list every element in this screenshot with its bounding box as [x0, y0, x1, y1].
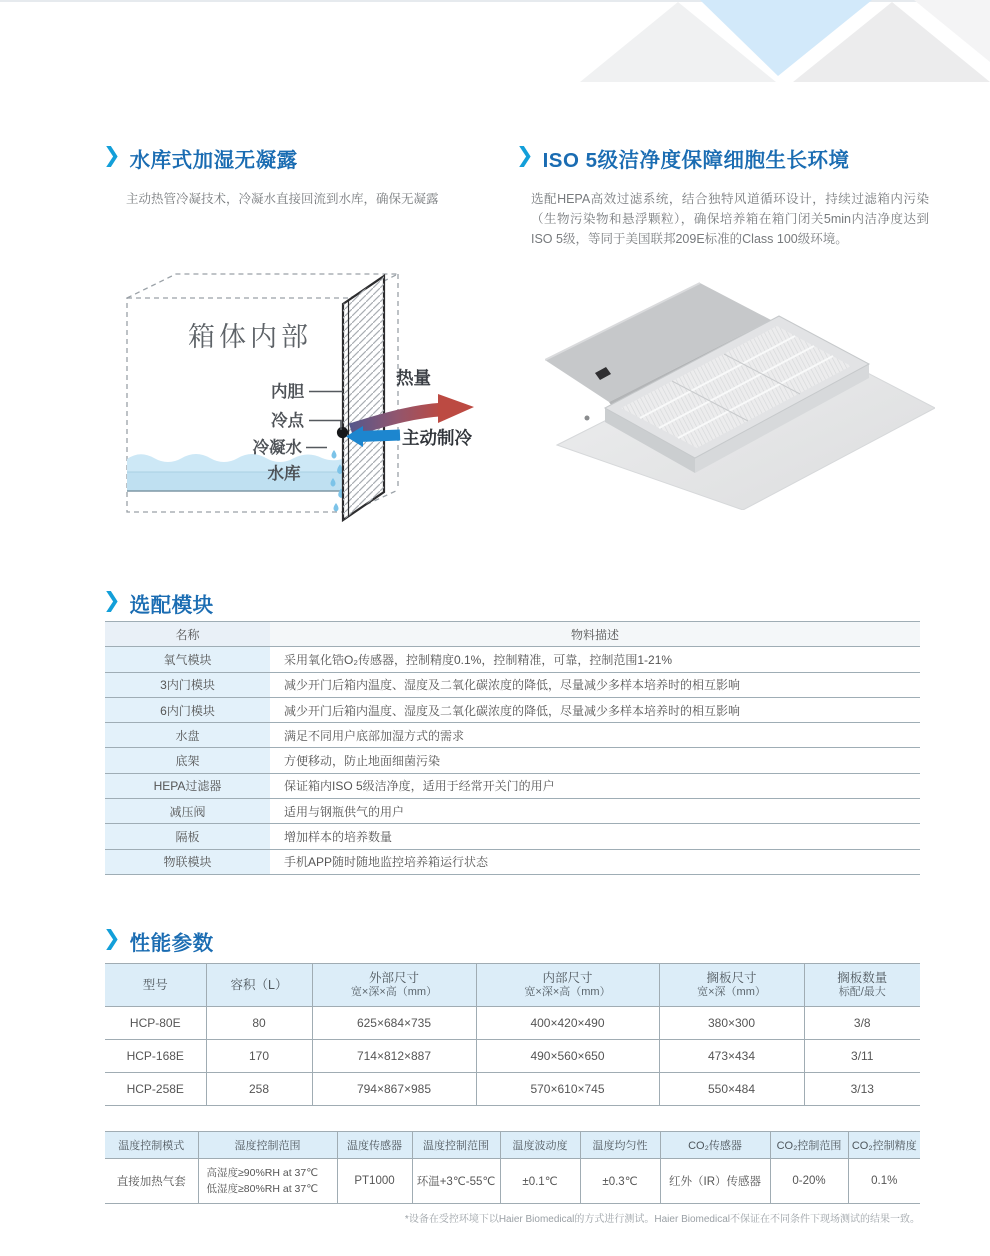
diagram-cooling-label: 主动制冷: [402, 428, 472, 448]
module-desc-cell: 保证箱内ISO 5级洁净度，适用于经常开关门的用户: [270, 773, 920, 798]
column-header-co2-sensor: CO₂传感器: [660, 1132, 770, 1159]
module-desc-cell: 满足不同用户底部加湿方式的需求: [270, 723, 920, 748]
section-title: 水库式加湿无凝露: [129, 149, 298, 172]
humidity-high-value: 高湿度≥90%RH at 37℃: [206, 1167, 319, 1179]
section-title: ISO 5级洁净度保障细胞生长环境: [542, 149, 850, 172]
internal-size-cell: 490×560×650: [476, 1040, 659, 1073]
section-header-modules: [103, 588, 214, 618]
module-name-cell: 6内门模块: [105, 697, 270, 722]
column-header-volume: 容积（L）: [206, 964, 312, 1007]
column-header-humidity-range: 湿度控制范围: [198, 1132, 337, 1159]
co2-accuracy-cell: 0.1%: [848, 1159, 920, 1204]
hepa-filter-image: [545, 270, 935, 510]
module-name-cell: 减压阀: [105, 799, 270, 824]
column-header-desc: 物料描述: [270, 622, 920, 647]
column-header-shelf-count: 搁板数量 标配/最大: [804, 964, 920, 1007]
footnote-text: *设备在受控环境下以Haier Biomedical的方式进行测试。Haier Biomedical不保证在不同条件下现场测试的结果一致。: [404, 1214, 920, 1225]
section-header-iso: [516, 143, 850, 173]
module-desc-cell: 方便移动，防止地面细菌污染: [270, 748, 920, 773]
iso-body-text: 选配HEPA高效过滤系统，结合独特风道循环设计，持续过滤箱内污染（生物污染物和悬浮颗粒），确保培养箱在箱门闭关5min内洁净度达到 ISO 5级，等同于美国联邦209E标准的Class 100级环境。: [531, 192, 929, 246]
module-row: [105, 647, 920, 672]
module-row: [105, 799, 920, 824]
model-cell: HCP-80E: [105, 1007, 206, 1040]
module-row: [105, 773, 920, 798]
shelf-count-cell: 3/13: [804, 1073, 920, 1106]
section-chevron-icon: ❯: [103, 927, 121, 950]
module-desc-cell: 手机APP随时随地监控培养箱运行状态: [270, 849, 920, 874]
column-header-model: 型号: [105, 964, 206, 1007]
performance-row: [105, 1040, 920, 1073]
section-header-performance: [103, 926, 214, 956]
column-header-temp-range: 温度控制范围: [412, 1132, 500, 1159]
performance-row: [105, 1007, 920, 1040]
control-spec-table: [105, 1131, 920, 1204]
shelf-count-cell: 3/8: [804, 1007, 920, 1040]
module-row: [105, 723, 920, 748]
module-row: [105, 697, 920, 722]
internal-size-cell: 570×610×745: [476, 1073, 659, 1106]
module-desc-cell: 减少开门后箱内温度、湿度及二氧化碳浓度的降低，尽量减少多样本培养时的相互影响: [270, 672, 920, 697]
external-size-cell: 794×867×985: [312, 1073, 476, 1106]
decor-triangles: [580, 0, 990, 85]
module-row: [105, 849, 920, 874]
module-name-cell: 3内门模块: [105, 672, 270, 697]
column-header-temp-uniformity: 温度均匀性: [580, 1132, 660, 1159]
diagram-reservoir-label: 水库: [267, 465, 301, 483]
column-header-temp-fluctuation: 温度波动度: [500, 1132, 580, 1159]
module-row: [105, 672, 920, 697]
section-chevron-icon: ❯: [516, 144, 534, 167]
column-header-temp-mode: 温度控制模式: [105, 1132, 198, 1159]
column-header-co2-range: CO₂控制范围: [770, 1132, 848, 1159]
modules-table: [105, 621, 920, 875]
shelf-count-cell: 3/11: [804, 1040, 920, 1073]
temp-range-cell: 环温+3℃-55℃: [412, 1159, 500, 1204]
leader-lines: [306, 392, 343, 448]
module-row: [105, 748, 920, 773]
control-data-row: [105, 1159, 920, 1204]
control-header-row: [105, 1132, 920, 1159]
volume-cell: 170: [206, 1040, 312, 1073]
cold-spot-dot: [337, 427, 348, 438]
module-desc-cell: 减少开门后箱内温度、湿度及二氧化碳浓度的降低，尽量减少多样本培养时的相互影响: [270, 697, 920, 722]
external-size-cell: 625×684×735: [312, 1007, 476, 1040]
performance-row: [105, 1073, 920, 1106]
external-size-cell: 714×812×887: [312, 1040, 476, 1073]
module-desc-cell: 采用氧化锆O₂传感器，控制精度0.1%，控制精准，可靠，控制范围1-21%: [270, 647, 920, 672]
module-name-cell: 水盘: [105, 723, 270, 748]
diagram-heat-label: 热量: [396, 368, 431, 388]
section-title: 性能参数: [129, 932, 214, 955]
column-header-external: 外部尺寸 宽×深×高（mm）: [312, 964, 476, 1007]
performance-table: [105, 963, 920, 1106]
section-subtitle: 主动热管冷凝技术，冷凝水直接回流到水库，确保无凝露: [126, 192, 439, 206]
co2-sensor-cell: 红外（IR）传感器: [660, 1159, 770, 1204]
shelf-size-cell: 473×434: [659, 1040, 804, 1073]
module-name-cell: 隔板: [105, 824, 270, 849]
temp-mode-cell: 直接加热气套: [105, 1159, 198, 1204]
column-header-co2-accuracy: CO₂控制精度: [848, 1132, 920, 1159]
model-cell: HCP-168E: [105, 1040, 206, 1073]
internal-size-cell: 400×420×490: [476, 1007, 659, 1040]
module-name-cell: HEPA过滤器: [105, 773, 270, 798]
section-chevron-icon: ❯: [103, 589, 121, 612]
performance-header-row: [105, 964, 920, 1007]
co2-range-cell: 0-20%: [770, 1159, 848, 1204]
module-name-cell: 氧气模块: [105, 647, 270, 672]
temp-fluctuation-cell: ±0.1℃: [500, 1159, 580, 1204]
volume-cell: 258: [206, 1073, 312, 1106]
wall-panel: [343, 276, 384, 520]
diagram-interior-label: 箱体内部: [188, 322, 312, 352]
module-desc-cell: 增加样本的培养数量: [270, 824, 920, 849]
section-title: 选配模块: [129, 594, 214, 617]
volume-cell: 80: [206, 1007, 312, 1040]
column-header-temp-sensor: 温度传感器: [337, 1132, 412, 1159]
section-header-humidify: [103, 143, 298, 173]
module-desc-cell: 适用与钢瓶供气的用户: [270, 799, 920, 824]
model-cell: HCP-258E: [105, 1073, 206, 1106]
section-chevron-icon: ❯: [103, 144, 121, 167]
diagram-condensate-label: 冷凝水: [252, 439, 302, 457]
module-name-cell: 物联模块: [105, 849, 270, 874]
column-header-name: 名称: [105, 622, 270, 647]
temp-uniformity-cell: ±0.3℃: [580, 1159, 660, 1204]
condensation-diagram: [100, 260, 480, 532]
temp-sensor-cell: PT1000: [337, 1159, 412, 1204]
humidity-range-cell: [198, 1159, 337, 1204]
shelf-size-cell: 380×300: [659, 1007, 804, 1040]
module-name-cell: 底架: [105, 748, 270, 773]
shelf-size-cell: 550×484: [659, 1073, 804, 1106]
column-header-shelf-size: 搁板尺寸 宽×深（mm）: [659, 964, 804, 1007]
column-header-internal: 内部尺寸 宽×深×高（mm）: [476, 964, 659, 1007]
modules-header-row: [105, 622, 920, 647]
module-row: [105, 824, 920, 849]
diagram-liner-label: 内胆: [271, 383, 304, 401]
humidity-low-value: 低湿度≥80%RH at 37℃: [206, 1183, 319, 1195]
diagram-coldspot-label: 冷点: [271, 412, 304, 430]
